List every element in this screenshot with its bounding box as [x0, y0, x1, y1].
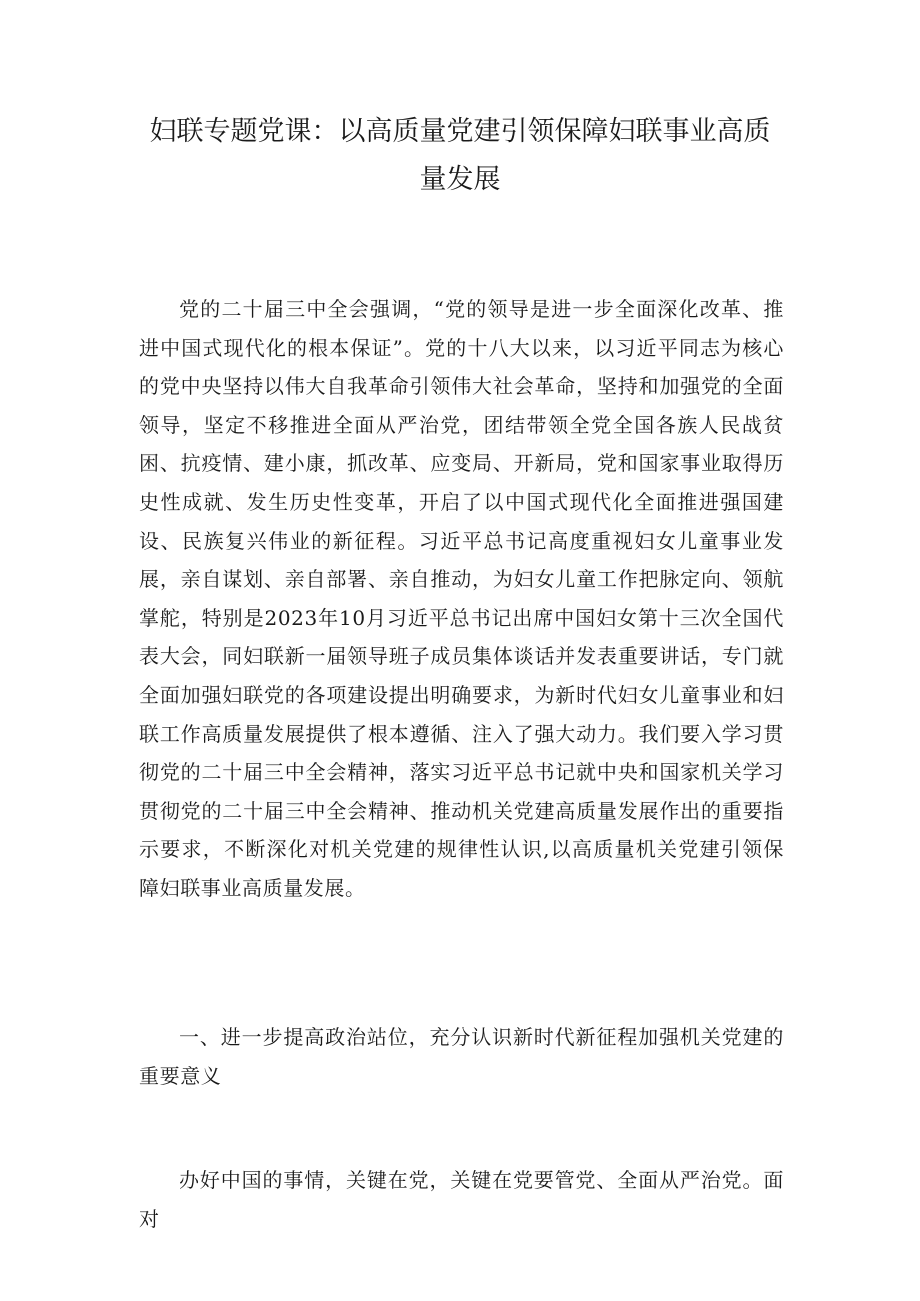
body-paragraph-section-one: 办好中国的事情，关键在党，关键在党要管党、全面从严治党。面对 [139, 1168, 784, 1231]
body-paragraph-intro: 党的二十届三中全会强调，“党的领导是进一步全面深化改革、推进中国式现代化的根本保证”。党的十八大以来，以习近平同志为核心的党中央坚持以伟大自我革命引领伟大社会革命，坚持和加强党的全面领导，坚定不移推进全面从严治党，团结带领全党全国各族人民战贫困、抗疫情、建小康，抓改革、应变局、开新局，党和国家事业取得历史性成就、发生历史性变革，开启了以中国式现代化全面推进强国建设、民族复兴伟业的新征程。习近平总书记高度重视妇女儿童事业发展，亲自谋划、亲自部署、亲自推动，为妇女儿童工作把脉定向、领航掌舵，特别是2023年10月习近平总书记出席中国妇女第十三次全国代表大会，同妇联新一届领导班子成员集体谈话并发表重要讲话，专门就全面加强妇联党的各项建设提出明确要求，为新时代妇女儿童事业和妇联工作高质量发展提供了根本遵循、注入了强大动力。我们要入学习贯彻党的二十届三中全会精神，落实习近平总书记就中央和国家机关学习贯彻党的二十届三中全会精神、推动机关党建高质量发展作出的重要指示要求，不断深化对机关党建的规律性认识,以高质量机关党建引领保障妇联事业高质量发展。 [139, 297, 784, 900]
section-heading-one: 一、进一步提高政治站位，充分认识新时代新征程加强机关党建的重要意义 [139, 1025, 784, 1088]
document-title: 妇联专题党课：以高质量党建引领保障妇联事业高质量发展 [149, 116, 771, 195]
